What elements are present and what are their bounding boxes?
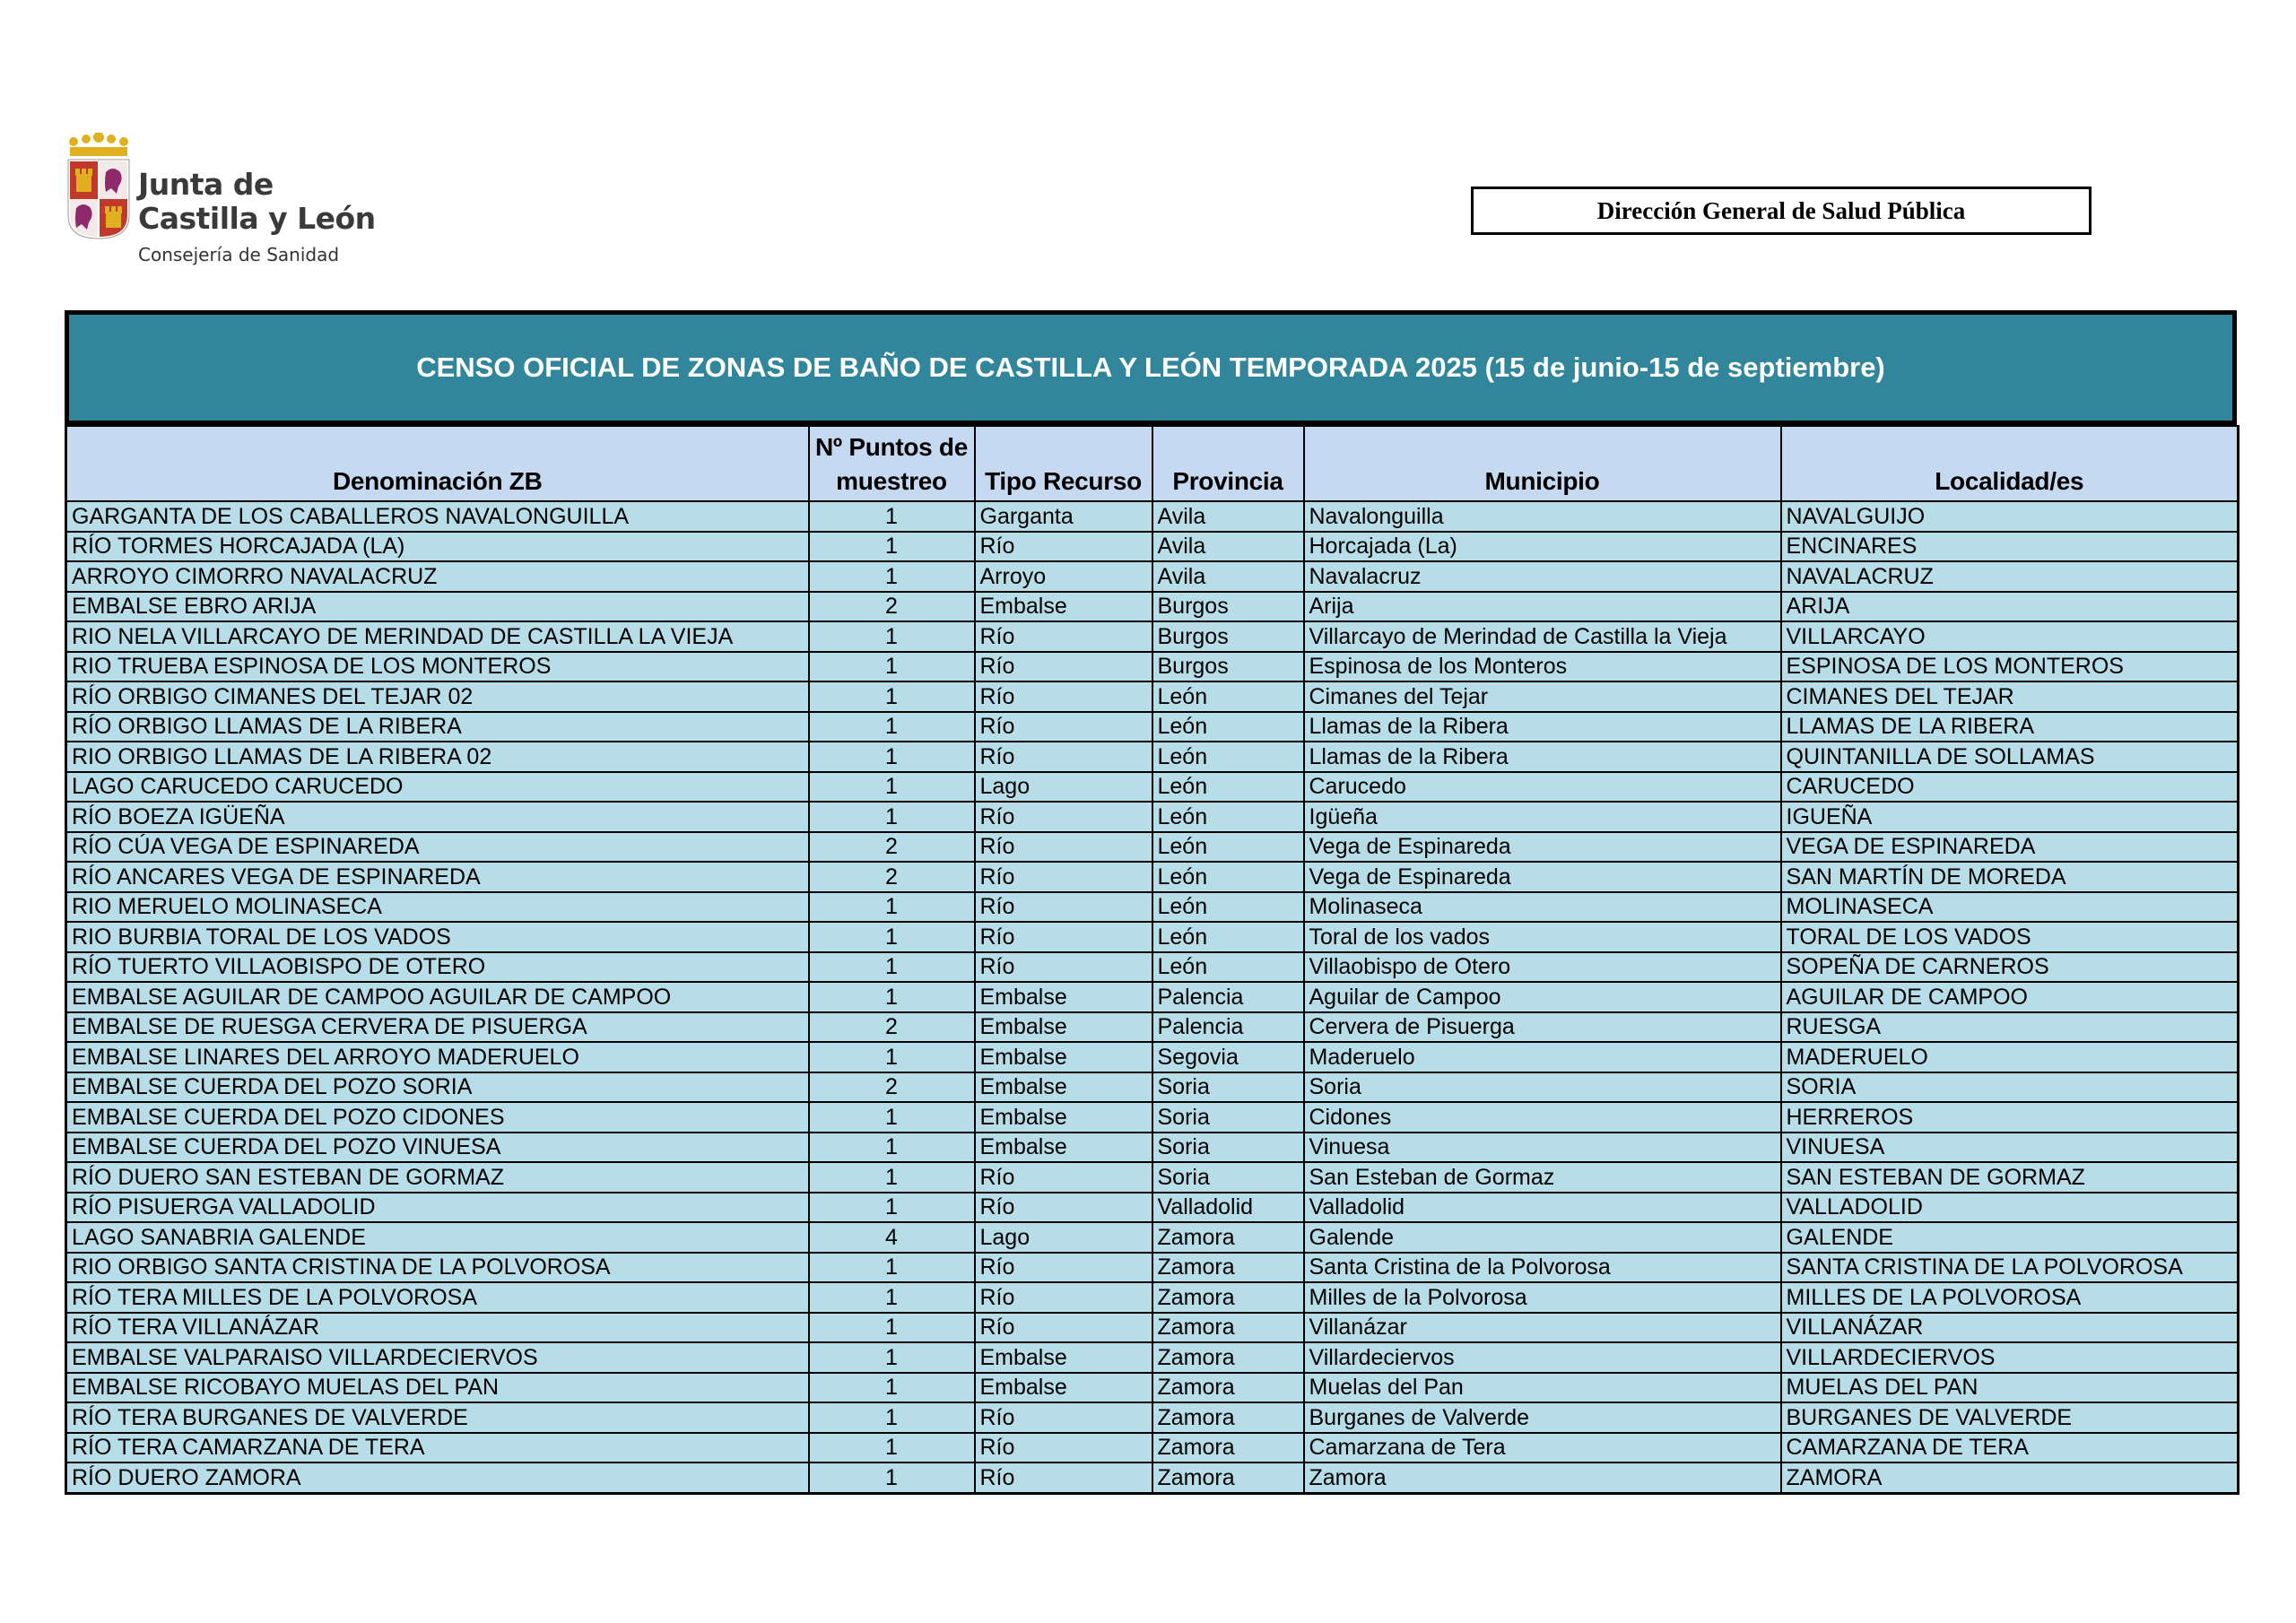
cell-municipio: Muelas del Pan: [1304, 1373, 1781, 1403]
cell-municipio: Camarzana de Tera: [1304, 1433, 1781, 1463]
cell-municipio: Cidones: [1304, 1102, 1781, 1133]
cell-tipo: Lago: [975, 1222, 1152, 1253]
cell-tipo: Embalse: [975, 1102, 1152, 1133]
cell-provincia: León: [1152, 681, 1304, 712]
cell-tipo: Río: [975, 621, 1152, 652]
cell-municipio: Vega de Espinareda: [1304, 862, 1781, 892]
cell-localidad: ENCINARES: [1781, 532, 2239, 562]
cell-denominacion: EMBALSE CUERDA DEL POZO CIDONES: [66, 1102, 809, 1133]
cell-denominacion: RÍO ORBIGO CIMANES DEL TEJAR 02: [66, 681, 809, 712]
cell-puntos: 1: [809, 1433, 975, 1463]
cell-denominacion: EMBALSE LINARES DEL ARROYO MADERUELO: [66, 1042, 809, 1072]
table-header-row: [66, 426, 2239, 501]
cell-provincia: Soria: [1152, 1162, 1304, 1193]
table-row: [66, 922, 2239, 952]
cell-tipo: Embalse: [975, 592, 1152, 622]
cell-provincia: Palencia: [1152, 1012, 1304, 1043]
cell-puntos: 1: [809, 1282, 975, 1313]
cell-puntos: 1: [809, 802, 975, 832]
cell-provincia: Zamora: [1152, 1282, 1304, 1313]
table-title: CENSO OFICIAL DE ZONAS DE BAÑO DE CASTILLA Y LEÓN TEMPORADA 2025 (15 de junio-15 de septiembre): [65, 310, 2237, 425]
cell-puntos: 1: [809, 1102, 975, 1133]
cell-tipo: Río: [975, 1433, 1152, 1463]
cell-localidad: AGUILAR DE CAMPOO: [1781, 982, 2239, 1012]
cell-tipo: Río: [975, 1282, 1152, 1313]
table-row: [66, 1253, 2239, 1283]
cell-tipo: Río: [975, 1313, 1152, 1343]
cell-tipo: Embalse: [975, 1133, 1152, 1163]
cell-municipio: Valladolid: [1304, 1193, 1781, 1223]
cell-municipio: Villardeciervos: [1304, 1342, 1781, 1373]
cell-localidad: IGUEÑA: [1781, 802, 2239, 832]
cell-puntos: 1: [809, 1162, 975, 1193]
cell-puntos: 1: [809, 1373, 975, 1403]
cell-localidad: CARUCEDO: [1781, 772, 2239, 803]
cell-puntos: 1: [809, 892, 975, 923]
cell-tipo: Río: [975, 652, 1152, 682]
cell-tipo: Río: [975, 712, 1152, 742]
header-puntos-line1: Nº Puntos de: [815, 433, 968, 461]
logo-subtitle: Consejería de Sanidad: [138, 244, 340, 265]
cell-denominacion: RÍO BOEZA IGÜEÑA: [66, 802, 809, 832]
cell-puntos: 1: [809, 772, 975, 803]
cell-denominacion: RÍO ANCARES VEGA DE ESPINAREDA: [66, 862, 809, 892]
cell-municipio: Aguilar de Campoo: [1304, 982, 1781, 1012]
cell-puntos: 1: [809, 501, 975, 532]
cell-denominacion: RÍO TERA VILLANÁZAR: [66, 1313, 809, 1343]
cell-tipo: Río: [975, 742, 1152, 772]
header-tipo: Tipo Recurso: [975, 426, 1152, 501]
cell-localidad: CAMARZANA DE TERA: [1781, 1433, 2239, 1463]
cell-municipio: Vega de Espinareda: [1304, 832, 1781, 863]
cell-denominacion: EMBALSE VALPARAISO VILLARDECIERVOS: [66, 1342, 809, 1373]
cell-localidad: NAVALGUIJO: [1781, 501, 2239, 532]
cell-municipio: Llamas de la Ribera: [1304, 712, 1781, 742]
cell-localidad: MUELAS DEL PAN: [1781, 1373, 2239, 1403]
cell-provincia: Burgos: [1152, 621, 1304, 652]
cell-puntos: 1: [809, 1193, 975, 1223]
cell-municipio: Soria: [1304, 1072, 1781, 1103]
table-row: [66, 1462, 2239, 1493]
cell-tipo: Río: [975, 892, 1152, 923]
cell-denominacion: RIO ORBIGO SANTA CRISTINA DE LA POLVOROSA: [66, 1253, 809, 1283]
cell-provincia: Zamora: [1152, 1222, 1304, 1253]
cell-provincia: León: [1152, 892, 1304, 923]
cell-municipio: Molinaseca: [1304, 892, 1781, 923]
cell-localidad: ESPINOSA DE LOS MONTEROS: [1781, 652, 2239, 682]
cell-provincia: Soria: [1152, 1102, 1304, 1133]
cell-denominacion: RÍO DUERO ZAMORA: [66, 1462, 809, 1493]
cell-provincia: León: [1152, 742, 1304, 772]
census-table: [65, 425, 2239, 1495]
cell-provincia: Soria: [1152, 1072, 1304, 1103]
table-row: [66, 1193, 2239, 1223]
cell-puntos: 2: [809, 832, 975, 863]
table-row: [66, 1042, 2239, 1072]
cell-localidad: RUESGA: [1781, 1012, 2239, 1043]
cell-localidad: SOPEÑA DE CARNEROS: [1781, 952, 2239, 983]
cell-localidad: NAVALACRUZ: [1781, 561, 2239, 592]
cell-puntos: 2: [809, 1012, 975, 1043]
cell-denominacion: EMBALSE CUERDA DEL POZO SORIA: [66, 1072, 809, 1103]
cell-localidad: ARIJA: [1781, 592, 2239, 622]
table-row: [66, 1433, 2239, 1463]
cell-puntos: 1: [809, 652, 975, 682]
cell-provincia: León: [1152, 802, 1304, 832]
cell-tipo: Río: [975, 1193, 1152, 1223]
cell-provincia: Palencia: [1152, 982, 1304, 1012]
header-provincia: Provincia: [1152, 426, 1304, 501]
cell-provincia: Avila: [1152, 532, 1304, 562]
table-row: [66, 681, 2239, 712]
cell-tipo: Río: [975, 1162, 1152, 1193]
cell-municipio: Horcajada (La): [1304, 532, 1781, 562]
cell-localidad: VILLARDECIERVOS: [1781, 1342, 2239, 1373]
cell-municipio: San Esteban de Gormaz: [1304, 1162, 1781, 1193]
cell-tipo: Embalse: [975, 982, 1152, 1012]
cell-provincia: Soria: [1152, 1133, 1304, 1163]
table-row: [66, 742, 2239, 772]
cell-denominacion: EMBALSE DE RUESGA CERVERA DE PISUERGA: [66, 1012, 809, 1043]
cell-tipo: Río: [975, 832, 1152, 863]
census-table-container: [65, 310, 2237, 1495]
cell-provincia: Zamora: [1152, 1373, 1304, 1403]
cell-localidad: GALENDE: [1781, 1222, 2239, 1253]
logo-title-line2: Castilla y León: [138, 201, 376, 236]
cell-provincia: León: [1152, 862, 1304, 892]
cell-denominacion: EMBALSE CUERDA DEL POZO VINUESA: [66, 1133, 809, 1163]
cell-localidad: LLAMAS DE LA RIBERA: [1781, 712, 2239, 742]
cell-tipo: Embalse: [975, 1012, 1152, 1043]
cell-municipio: Vinuesa: [1304, 1133, 1781, 1163]
cell-municipio: Santa Cristina de la Polvorosa: [1304, 1253, 1781, 1283]
cell-puntos: 1: [809, 952, 975, 983]
cell-localidad: BURGANES DE VALVERDE: [1781, 1402, 2239, 1433]
cell-denominacion: LAGO CARUCEDO CARUCEDO: [66, 772, 809, 803]
cell-puntos: 2: [809, 592, 975, 622]
cell-tipo: Río: [975, 952, 1152, 983]
cell-localidad: MADERUELO: [1781, 1042, 2239, 1072]
cell-denominacion: LAGO SANABRIA GALENDE: [66, 1222, 809, 1253]
cell-municipio: Espinosa de los Monteros: [1304, 652, 1781, 682]
table-row: [66, 1373, 2239, 1403]
cell-puntos: 4: [809, 1222, 975, 1253]
cell-denominacion: EMBALSE RICOBAYO MUELAS DEL PAN: [66, 1373, 809, 1403]
cell-localidad: VALLADOLID: [1781, 1193, 2239, 1223]
cell-puntos: 1: [809, 1313, 975, 1343]
header-localidad: Localidad/es: [1781, 426, 2239, 501]
cell-puntos: 1: [809, 982, 975, 1012]
cell-municipio: Navalonguilla: [1304, 501, 1781, 532]
cell-denominacion: ARROYO CIMORRO NAVALACRUZ: [66, 561, 809, 592]
table-row: [66, 892, 2239, 923]
cell-puntos: 1: [809, 1402, 975, 1433]
table-row: [66, 1072, 2239, 1103]
cell-provincia: Zamora: [1152, 1462, 1304, 1493]
cell-puntos: 2: [809, 862, 975, 892]
table-row: [66, 1012, 2239, 1043]
cell-puntos: 1: [809, 621, 975, 652]
header-denominacion: Denominación ZB: [66, 426, 809, 501]
cell-puntos: 1: [809, 712, 975, 742]
cell-localidad: CIMANES DEL TEJAR: [1781, 681, 2239, 712]
cell-puntos: 1: [809, 1342, 975, 1373]
cell-denominacion: RÍO DUERO SAN ESTEBAN DE GORMAZ: [66, 1162, 809, 1193]
cell-municipio: Milles de la Polvorosa: [1304, 1282, 1781, 1313]
cell-tipo: Río: [975, 922, 1152, 952]
cell-municipio: Carucedo: [1304, 772, 1781, 803]
cell-tipo: Garganta: [975, 501, 1152, 532]
cell-provincia: Valladolid: [1152, 1193, 1304, 1223]
cell-provincia: León: [1152, 952, 1304, 983]
table-row: [66, 501, 2239, 532]
cell-localidad: TORAL DE LOS VADOS: [1781, 922, 2239, 952]
table-row: [66, 652, 2239, 682]
header-puntos-line2: muestreo: [836, 467, 947, 495]
table-row: [66, 862, 2239, 892]
cell-denominacion: RÍO CÚA VEGA DE ESPINAREDA: [66, 832, 809, 863]
cell-denominacion: RIO BURBIA TORAL DE LOS VADOS: [66, 922, 809, 952]
cell-puntos: 1: [809, 1462, 975, 1493]
cell-tipo: Embalse: [975, 1342, 1152, 1373]
header-municipio: Municipio: [1304, 426, 1781, 501]
cell-localidad: QUINTANILLA DE SOLLAMAS: [1781, 742, 2239, 772]
table-row: [66, 1342, 2239, 1373]
department-header: Dirección General de Salud Pública: [1471, 187, 2092, 235]
cell-municipio: Villarcayo de Merindad de Castilla la Vieja: [1304, 621, 1781, 652]
table-row: [66, 1313, 2239, 1343]
cell-denominacion: EMBALSE EBRO ARIJA: [66, 592, 809, 622]
cell-localidad: VILLARCAYO: [1781, 621, 2239, 652]
cell-provincia: Avila: [1152, 501, 1304, 532]
table-row: [66, 952, 2239, 983]
cell-puntos: 2: [809, 1072, 975, 1103]
cell-localidad: SANTA CRISTINA DE LA POLVOROSA: [1781, 1253, 2239, 1283]
cell-denominacion: RIO ORBIGO LLAMAS DE LA RIBERA 02: [66, 742, 809, 772]
coat-of-arms-icon: [65, 133, 133, 240]
cell-localidad: SORIA: [1781, 1072, 2239, 1103]
table-row: [66, 1282, 2239, 1313]
cell-tipo: Río: [975, 802, 1152, 832]
table-row: [66, 1402, 2239, 1433]
cell-municipio: Galende: [1304, 1222, 1781, 1253]
cell-municipio: Llamas de la Ribera: [1304, 742, 1781, 772]
table-row: [66, 1162, 2239, 1193]
cell-puntos: 1: [809, 1042, 975, 1072]
cell-provincia: León: [1152, 832, 1304, 863]
cell-puntos: 1: [809, 532, 975, 562]
cell-provincia: Burgos: [1152, 652, 1304, 682]
cell-municipio: Navalacruz: [1304, 561, 1781, 592]
cell-municipio: Villaobispo de Otero: [1304, 952, 1781, 983]
cell-provincia: Segovia: [1152, 1042, 1304, 1072]
cell-puntos: 1: [809, 681, 975, 712]
cell-tipo: Río: [975, 1462, 1152, 1493]
cell-tipo: Río: [975, 862, 1152, 892]
cell-municipio: Zamora: [1304, 1462, 1781, 1493]
cell-localidad: VILLANÁZAR: [1781, 1313, 2239, 1343]
cell-tipo: Embalse: [975, 1373, 1152, 1403]
cell-denominacion: RIO NELA VILLARCAYO DE MERINDAD DE CASTILLA LA VIEJA: [66, 621, 809, 652]
cell-denominacion: RÍO TUERTO VILLAOBISPO DE OTERO: [66, 952, 809, 983]
logo-title-line1: Junta de: [138, 167, 274, 202]
table-row: [66, 621, 2239, 652]
cell-localidad: VEGA DE ESPINAREDA: [1781, 832, 2239, 863]
cell-puntos: 1: [809, 1253, 975, 1283]
cell-localidad: MILLES DE LA POLVOROSA: [1781, 1282, 2239, 1313]
cell-tipo: Arroyo: [975, 561, 1152, 592]
cell-tipo: Embalse: [975, 1042, 1152, 1072]
cell-provincia: Avila: [1152, 561, 1304, 592]
cell-localidad: HERREROS: [1781, 1102, 2239, 1133]
cell-denominacion: RÍO TORMES HORCAJADA (LA): [66, 532, 809, 562]
cell-municipio: Villanázar: [1304, 1313, 1781, 1343]
cell-denominacion: RÍO TERA MILLES DE LA POLVOROSA: [66, 1282, 809, 1313]
cell-tipo: Río: [975, 532, 1152, 562]
cell-municipio: Arija: [1304, 592, 1781, 622]
table-row: [66, 1222, 2239, 1253]
cell-localidad: VINUESA: [1781, 1133, 2239, 1163]
table-row: [66, 592, 2239, 622]
cell-municipio: Maderuelo: [1304, 1042, 1781, 1072]
table-row: [66, 561, 2239, 592]
cell-puntos: 1: [809, 1133, 975, 1163]
cell-denominacion: RÍO PISUERGA VALLADOLID: [66, 1193, 809, 1223]
cell-provincia: Burgos: [1152, 592, 1304, 622]
cell-provincia: Zamora: [1152, 1402, 1304, 1433]
table-row: [66, 982, 2239, 1012]
cell-localidad: SAN ESTEBAN DE GORMAZ: [1781, 1162, 2239, 1193]
table-row: [66, 772, 2239, 803]
cell-provincia: León: [1152, 922, 1304, 952]
cell-tipo: Lago: [975, 772, 1152, 803]
cell-provincia: León: [1152, 712, 1304, 742]
cell-puntos: 1: [809, 922, 975, 952]
table-row: [66, 532, 2239, 562]
cell-municipio: Toral de los vados: [1304, 922, 1781, 952]
cell-tipo: Río: [975, 1253, 1152, 1283]
table-row: [66, 712, 2239, 742]
cell-denominacion: EMBALSE AGUILAR DE CAMPOO AGUILAR DE CAMPOO: [66, 982, 809, 1012]
cell-tipo: Embalse: [975, 1072, 1152, 1103]
cell-provincia: Zamora: [1152, 1433, 1304, 1463]
cell-localidad: ZAMORA: [1781, 1462, 2239, 1493]
cell-denominacion: RÍO TERA BURGANES DE VALVERDE: [66, 1402, 809, 1433]
table-row: [66, 1133, 2239, 1163]
cell-localidad: SAN MARTÍN DE MOREDA: [1781, 862, 2239, 892]
cell-denominacion: GARGANTA DE LOS CABALLEROS NAVALONGUILLA: [66, 501, 809, 532]
cell-tipo: Río: [975, 1402, 1152, 1433]
table-row: [66, 1102, 2239, 1133]
table-row: [66, 802, 2239, 832]
cell-municipio: Igüeña: [1304, 802, 1781, 832]
cell-municipio: Cimanes del Tejar: [1304, 681, 1781, 712]
cell-provincia: Zamora: [1152, 1342, 1304, 1373]
cell-denominacion: RÍO TERA CAMARZANA DE TERA: [66, 1433, 809, 1463]
cell-puntos: 1: [809, 742, 975, 772]
cell-municipio: Cervera de Pisuerga: [1304, 1012, 1781, 1043]
cell-denominacion: RÍO ORBIGO LLAMAS DE LA RIBERA: [66, 712, 809, 742]
cell-denominacion: RIO TRUEBA ESPINOSA DE LOS MONTEROS: [66, 652, 809, 682]
cell-provincia: León: [1152, 772, 1304, 803]
table-row: [66, 832, 2239, 863]
cell-municipio: Burganes de Valverde: [1304, 1402, 1781, 1433]
cell-provincia: Zamora: [1152, 1313, 1304, 1343]
header-puntos: [809, 426, 975, 501]
cell-tipo: Río: [975, 681, 1152, 712]
junta-logo: [65, 133, 387, 269]
cell-denominacion: RIO MERUELO MOLINASECA: [66, 892, 809, 923]
cell-localidad: MOLINASECA: [1781, 892, 2239, 923]
cell-puntos: 1: [809, 561, 975, 592]
cell-provincia: Zamora: [1152, 1253, 1304, 1283]
